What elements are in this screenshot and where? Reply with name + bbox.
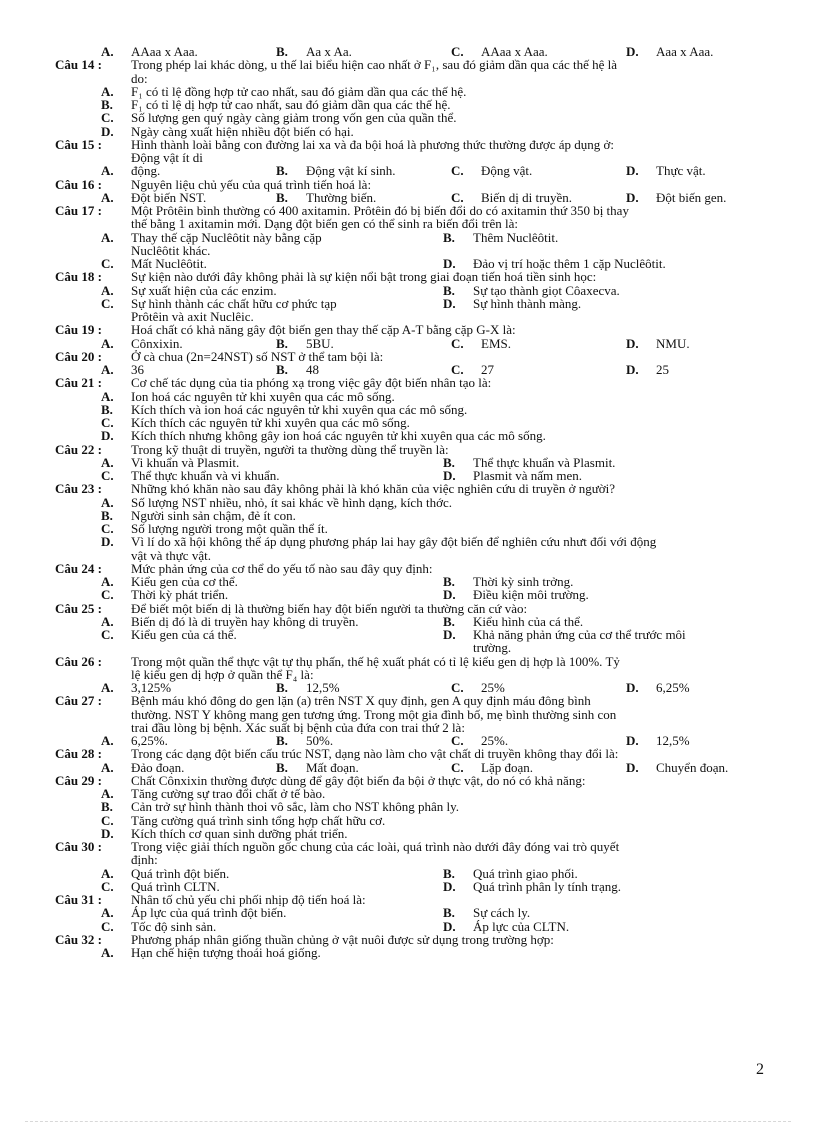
text-line (0, 933, 816, 946)
option-text: 25%. (481, 733, 509, 748)
text-line (0, 85, 816, 98)
line-text: Nuclêôtit khác. (131, 242, 211, 258)
text-line (0, 191, 816, 204)
option-text: Aa x Aa. (306, 44, 352, 59)
option-text: Trong việc giải thích nguồn gốc chung của các loài, quá trình nào dưới đây đóng vai trò quyết (131, 839, 620, 854)
option-text: Lặp đoạn. (481, 759, 533, 775)
question-number: Câu 22 : (55, 441, 102, 457)
option-letter: A. (101, 680, 114, 695)
option-letter: B. (101, 799, 113, 815)
question-number: Câu 25 : (55, 600, 102, 616)
text-line (0, 522, 816, 535)
option-text: Kiểu gen của cá thể. (131, 627, 237, 642)
option-letter: C. (101, 295, 114, 311)
text-line (0, 734, 816, 747)
question-number: Câu 24 : (55, 560, 102, 576)
text-line (0, 747, 816, 760)
option-letter: C. (451, 189, 464, 205)
option-text: Số lượng gen quý ngày càng giảm trong vốn gen của quần thể. (131, 110, 457, 126)
text-line (0, 761, 816, 774)
line-text: thường. NST Y không mang gen tương ứng. Trong một gia đình bố, mẹ bình thường sinh con (131, 706, 617, 722)
question-number: Câu 28 : (55, 746, 102, 762)
option-text: 12,5% (656, 733, 690, 748)
question-number: Câu 16 : (55, 176, 102, 192)
option-text: Để biết một biến dị là thường biến hay đột biến người ta thường căn cứ vào: (131, 600, 528, 616)
option-letter: D. (626, 335, 639, 351)
option-text: Áp lực của CLTN. (473, 918, 570, 934)
text-line (0, 575, 816, 588)
option-letter: C. (101, 812, 114, 828)
text-line (0, 58, 816, 71)
option-letter: B. (276, 362, 288, 377)
option-text: Hạn chế hiện tượng thoái hoá giống. (131, 945, 321, 960)
text-line (0, 906, 816, 919)
option-letter: A. (101, 494, 114, 510)
option-letter: B. (276, 335, 288, 351)
option-letter: C. (451, 335, 464, 351)
question-number: Câu 20 : (55, 348, 102, 364)
option-letter: D. (101, 825, 114, 841)
option-letter: D. (443, 878, 456, 894)
option-text: Quá trình phân ly tính trạng. (473, 878, 622, 894)
option-text: 6,25%. (131, 733, 168, 748)
option-text: Thay thế cặp Nuclêôtit này bằng cặp (131, 229, 322, 245)
text-line (0, 482, 816, 495)
text-line (0, 244, 816, 257)
text-line (0, 270, 816, 283)
line-text: lệ kiểu gen dị hợp ở quần thể F₄ là: (131, 666, 314, 682)
option-text: Đột biến NST. (131, 189, 207, 205)
text-line (0, 615, 816, 628)
option-text: Trong phép lai khác dòng, u thế lai biểu hiện cao nhất ở F₁, sau đó giảm dần qua các thế hệ là (131, 57, 618, 73)
option-text: Plasmit và nấm men. (473, 468, 583, 483)
option-letter: C. (101, 415, 114, 430)
text-line (0, 814, 816, 827)
option-letter: D. (626, 362, 639, 377)
option-text: Đảo đoạn. (131, 759, 185, 775)
option-text: Một Prôtêin bình thường có 400 axitamin. Prôtêin đó bị biến đổi do có axitamin thứ 350 bị thay (131, 203, 629, 218)
text-line (0, 668, 816, 681)
option-letter: C. (451, 362, 464, 377)
text-line (0, 429, 816, 442)
option-letter: A. (101, 163, 114, 179)
question-number: Câu 19 : (55, 322, 102, 338)
option-text: 27 (481, 362, 494, 377)
option-text: EMS. (481, 335, 511, 351)
option-text: Chuyển đoạn. (656, 759, 729, 775)
option-letter: A. (101, 229, 114, 245)
text-line (0, 694, 816, 707)
line-text: Prôtêin và axit Nuclêic. (131, 309, 254, 324)
option-text: Sự kiện nào dưới đây không phải là sự kiện nổi bật trong giai đoạn tiến hoá tiền sinh học: (131, 269, 597, 285)
option-text: Thể thực khuẩn và vi khuẩn. (131, 468, 280, 483)
text-line (0, 840, 816, 853)
option-text: Số lượng NST nhiều, nhỏ, ít sai khác về hình dạng, kích thớc. (131, 494, 452, 510)
line-text: định: (131, 852, 158, 868)
option-letter: C. (101, 521, 114, 536)
option-text: Kích thích cơ quan sinh dưỡng phát triển. (131, 825, 348, 841)
option-letter: C. (101, 256, 114, 271)
option-text: Chất Cônxixin thường được dùng để gây đột biến đa bội ở thực vật, do nó có khả năng: (131, 772, 586, 788)
option-letter: C. (101, 918, 114, 934)
option-letter: D. (443, 587, 456, 603)
option-text: Bệnh máu khó đông do gen lặn (a) trên NST X quy định, gen A quy định máu đông bình (131, 693, 591, 709)
text-line (0, 562, 816, 575)
option-letter: B. (276, 44, 288, 59)
option-text: Mất đoạn. (306, 759, 359, 775)
option-text: Ngày càng xuất hiện nhiều đột biến có hại. (131, 123, 354, 139)
text-line (0, 946, 816, 959)
option-text: Trong một quần thể thực vật tự thụ phấn, thế hệ xuất phát có tỉ lệ kiểu gen dị hợp là 100%. Tỷ (131, 653, 620, 669)
option-letter: A. (101, 574, 114, 589)
option-letter: A. (101, 335, 114, 351)
option-text: Quá trình đột biến. (131, 865, 230, 881)
option-text: F₁ có tỉ lệ dị hợp tử cao nhất, sau đó giảm dần qua các thế hệ. (131, 97, 451, 112)
text-line (0, 443, 816, 456)
option-text: 6,25% (656, 680, 690, 695)
text-line (0, 403, 816, 416)
option-letter: B. (443, 613, 455, 629)
option-text: Kích thích nhưng không gây ion hoá các nguyên tử khi xuyên qua các mô sống. (131, 428, 546, 444)
line-text: thế bằng 1 axitamin mới. Dạng đột biến gen có thể sinh ra biến đổi trên là: (131, 216, 519, 232)
option-text: Ion hoá các nguyên tử khi xuyên qua các mô sống. (131, 388, 395, 404)
option-text: Kích thích và ion hoá các nguyên tử khi xuyên qua các mô sống. (131, 401, 468, 417)
option-text: Cơ chế tác dụng của tia phóng xạ trong việc gây đột biến nhân tạo là: (131, 375, 492, 391)
option-letter: D. (101, 428, 114, 444)
option-text: Sự hình thành màng. (473, 295, 582, 311)
text-line (0, 721, 816, 734)
text-line (0, 681, 816, 694)
option-letter: A. (101, 905, 114, 921)
option-letter: C. (451, 759, 464, 775)
text-line (0, 376, 816, 389)
text-line (0, 323, 816, 336)
option-text: Sự hình thành các chất hữu cơ phức tạp (131, 295, 337, 311)
text-line (0, 416, 816, 429)
question-number: Câu 18 : (55, 269, 102, 285)
text-line (0, 893, 816, 906)
option-letter: D. (443, 918, 456, 934)
option-text: Khả năng phản ứng của cơ thể trước môi (473, 627, 686, 642)
option-letter: D. (626, 44, 639, 59)
question-number: Câu 21 : (55, 375, 102, 391)
option-text: Quá trình CLTN. (131, 878, 220, 894)
text-line (0, 45, 816, 58)
option-letter: D. (626, 680, 639, 695)
text-line (0, 588, 816, 601)
text-line (0, 774, 816, 787)
option-letter: D. (626, 189, 639, 205)
option-letter: D. (626, 759, 639, 775)
option-text: NMU. (656, 335, 690, 351)
text-line (0, 151, 816, 164)
option-text: 36 (131, 362, 144, 377)
option-text: Tăng cường quá trình sinh tổng hợp chất hữu cơ. (131, 812, 386, 828)
text-line (0, 284, 816, 297)
text-line (0, 708, 816, 721)
text-line (0, 853, 816, 866)
option-letter: B. (101, 401, 113, 417)
text-line (0, 390, 816, 403)
text-line (0, 787, 816, 800)
option-text: 50%. (306, 733, 334, 748)
question-number: Câu 17 : (55, 203, 102, 218)
option-letter: A. (101, 759, 114, 775)
line-text: vật và thực vật. (131, 547, 211, 563)
text-line (0, 628, 816, 641)
text-line (0, 111, 816, 124)
option-text: Đảo vị trí hoặc thêm 1 cặp Nuclêôtit. (473, 256, 666, 271)
question-number: Câu 27 : (55, 693, 102, 709)
option-text: AAaa x Aaa. (131, 44, 198, 59)
option-text: Mức phản ứng của cơ thể do yếu tố nào sau đây quy định: (131, 560, 433, 576)
text-line (0, 257, 816, 270)
question-number: Câu 32 : (55, 931, 102, 947)
option-letter: B. (276, 759, 288, 775)
text-line (0, 827, 816, 840)
option-letter: A. (101, 83, 114, 99)
option-letter: A. (101, 613, 114, 629)
option-letter: B. (101, 507, 113, 523)
text-line (0, 496, 816, 509)
option-letter: D. (443, 468, 456, 483)
text-line (0, 337, 816, 350)
option-text: Sự xuất hiện của các enzim. (131, 282, 277, 298)
option-text: Mất Nuclêôtit. (131, 256, 207, 271)
text-line (0, 880, 816, 893)
option-text: Thường biến. (306, 189, 377, 205)
text-line (0, 98, 816, 111)
line-text: Động vật ít di (131, 150, 203, 165)
option-text: Động vật. (481, 163, 533, 179)
question-number: Câu 30 : (55, 839, 102, 854)
option-text: Phương pháp nhân giống thuần chủng ở vật nuôi được sử dụng trong trường hợp: (131, 931, 554, 947)
option-text: Sự cách ly. (473, 905, 531, 921)
text-line (0, 125, 816, 138)
option-text: Thực vật. (656, 163, 706, 179)
option-text: động. (131, 163, 161, 179)
option-letter: B. (443, 229, 455, 245)
option-text: Số lượng người trong một quần thể ít. (131, 521, 328, 536)
option-letter: A. (101, 44, 114, 59)
option-letter: B. (443, 574, 455, 589)
option-letter: A. (101, 454, 114, 470)
text-line (0, 509, 816, 522)
text-line (0, 867, 816, 880)
option-text: Thời kỳ sinh trởng. (473, 574, 574, 589)
option-text: Những khó khăn nào sau đây không phải là khó khăn của việc nghiên cứu di truyền ở người? (131, 481, 615, 497)
option-text: Điều kiện môi trường. (473, 587, 589, 603)
page-bottom-divider (25, 1121, 791, 1122)
option-text: Quá trình giao phối. (473, 865, 578, 881)
option-text: Tốc độ sinh sản. (131, 918, 217, 934)
option-letter: C. (451, 680, 464, 695)
option-letter: C. (101, 878, 114, 894)
option-text: Cônxixin. (131, 335, 183, 351)
option-text: Thêm Nuclêôtit. (473, 229, 559, 245)
option-letter: D. (443, 295, 456, 311)
option-text: 48 (306, 362, 319, 377)
line-text: do: (131, 70, 148, 86)
text-line (0, 641, 816, 654)
text-line (0, 310, 816, 323)
text-line (0, 655, 816, 668)
option-text: 12,5% (306, 680, 340, 695)
question-number: Câu 14 : (55, 57, 102, 73)
option-text: Ở cà chua (2n=24NST) số NST ở thể tam bội là: (131, 348, 384, 364)
option-text: Vì lí do xã hội không thể áp dụng phương pháp lai hay gây đột biến để nghiên cứu nhưt đối với động (131, 534, 657, 550)
option-text: 5BU. (306, 335, 334, 351)
option-text: Nguyên liệu chủ yếu của quá trình tiến hoá là: (131, 176, 372, 192)
option-text: Biến dị đó là di truyền hay không di truyền. (131, 613, 359, 629)
question-number: Câu 26 : (55, 653, 102, 669)
option-text: Hoá chất có khả năng gây đột biến gen thay thế cặp A-T bằng cặp G-X là: (131, 322, 516, 338)
option-text: 25 (656, 362, 669, 377)
option-text: 25% (481, 680, 505, 695)
text-line (0, 178, 816, 191)
text-line (0, 469, 816, 482)
option-letter: A. (101, 189, 114, 205)
option-text: Kiểu hình của cá thể. (473, 613, 584, 629)
text-line (0, 363, 816, 376)
option-letter: B. (443, 454, 455, 470)
option-letter: A. (101, 945, 114, 960)
option-letter: C. (451, 163, 464, 179)
option-letter: B. (276, 680, 288, 695)
text-line (0, 456, 816, 469)
option-letter: B. (101, 97, 113, 112)
option-text: Áp lực của quá trình đột biến. (131, 905, 287, 921)
option-text: Cản trở sự hình thành thoi vô sắc, làm cho NST không phân ly. (131, 799, 460, 815)
option-letter: C. (101, 110, 114, 126)
option-text: Trong kỹ thuật di truyền, người ta thường dùng thể truyền là: (131, 441, 449, 457)
option-letter: D. (626, 163, 639, 179)
option-text: Người sinh sản chậm, đẻ ít con. (131, 507, 296, 523)
line-text: trai đầu lòng bị bệnh. Xác suất bị bệnh của đứa con trai thứ 2 là: (131, 719, 465, 735)
option-letter: D. (101, 534, 114, 550)
option-letter: B. (276, 733, 288, 748)
option-letter: B. (276, 163, 288, 179)
text-line (0, 164, 816, 177)
text-line (0, 217, 816, 230)
question-number: Câu 31 : (55, 892, 102, 907)
option-letter: D. (443, 627, 456, 642)
text-line (0, 72, 816, 85)
option-text: AAaa x Aaa. (481, 44, 548, 59)
option-letter: C. (451, 44, 464, 59)
text-line (0, 920, 816, 933)
option-letter: B. (443, 905, 455, 921)
option-text: Hình thành loài bằng con đường lai xa và đa bội hoá là phương thức thường được áp dụng ở: (131, 136, 614, 152)
text-line (0, 350, 816, 363)
text-line (0, 204, 816, 217)
question-number: Câu 29 : (55, 772, 102, 788)
option-text: Kích thích các nguyên tử khi xuyên qua các mô sống. (131, 415, 410, 430)
question-number: Câu 23 : (55, 481, 102, 497)
option-letter: B. (443, 282, 455, 298)
option-text: Vi khuẩn và Plasmit. (131, 454, 240, 470)
option-text: Biến dị di truyền. (481, 189, 572, 205)
text-line (0, 297, 816, 310)
text-line (0, 602, 816, 615)
option-text: Kiểu gen của cơ thể. (131, 574, 238, 589)
option-letter: A. (101, 865, 114, 881)
text-line (0, 549, 816, 562)
option-letter: D. (101, 123, 114, 139)
exam-document (0, 45, 816, 959)
page-number: 2 (756, 1061, 764, 1078)
option-letter: A. (101, 388, 114, 404)
option-text: Sự tạo thành giọt Côaxecva. (473, 282, 620, 298)
option-text: Động vật kí sinh. (306, 163, 396, 179)
option-text: Thời kỳ phát triển. (131, 587, 229, 603)
line-text: trường. (473, 640, 512, 656)
option-letter: C. (101, 468, 114, 483)
option-letter: A. (101, 733, 114, 748)
option-text: Thể thực khuẩn và Plasmit. (473, 454, 616, 470)
option-letter: C. (101, 587, 114, 603)
option-text: Aaa x Aaa. (656, 44, 714, 59)
text-line (0, 231, 816, 244)
option-letter: A. (101, 282, 114, 298)
text-line (0, 138, 816, 151)
option-letter: D. (443, 256, 456, 271)
option-letter: D. (626, 733, 639, 748)
option-text: Đột biến gen. (656, 189, 727, 205)
option-text: Nhân tố chủ yếu chi phối nhịp độ tiến hoá là: (131, 892, 366, 907)
option-text: Tăng cường sự trao đổi chất ở tế bào. (131, 786, 326, 801)
option-letter: B. (276, 189, 288, 205)
option-letter: B. (443, 865, 455, 881)
question-number: Câu 15 : (55, 136, 102, 152)
option-text: F₁ có tỉ lệ đồng hợp tử cao nhất, sau đó giảm dần qua các thế hệ. (131, 83, 467, 99)
text-line (0, 535, 816, 548)
option-letter: C. (451, 733, 464, 748)
option-letter: A. (101, 362, 114, 377)
option-letter: A. (101, 786, 114, 801)
option-letter: C. (101, 627, 114, 642)
text-line (0, 800, 816, 813)
option-text: 3,125% (131, 680, 172, 695)
option-text: Trong các dạng đột biến cấu trúc NST, dạng nào làm cho vật chất di truyền không thay đổi là: (131, 746, 619, 762)
